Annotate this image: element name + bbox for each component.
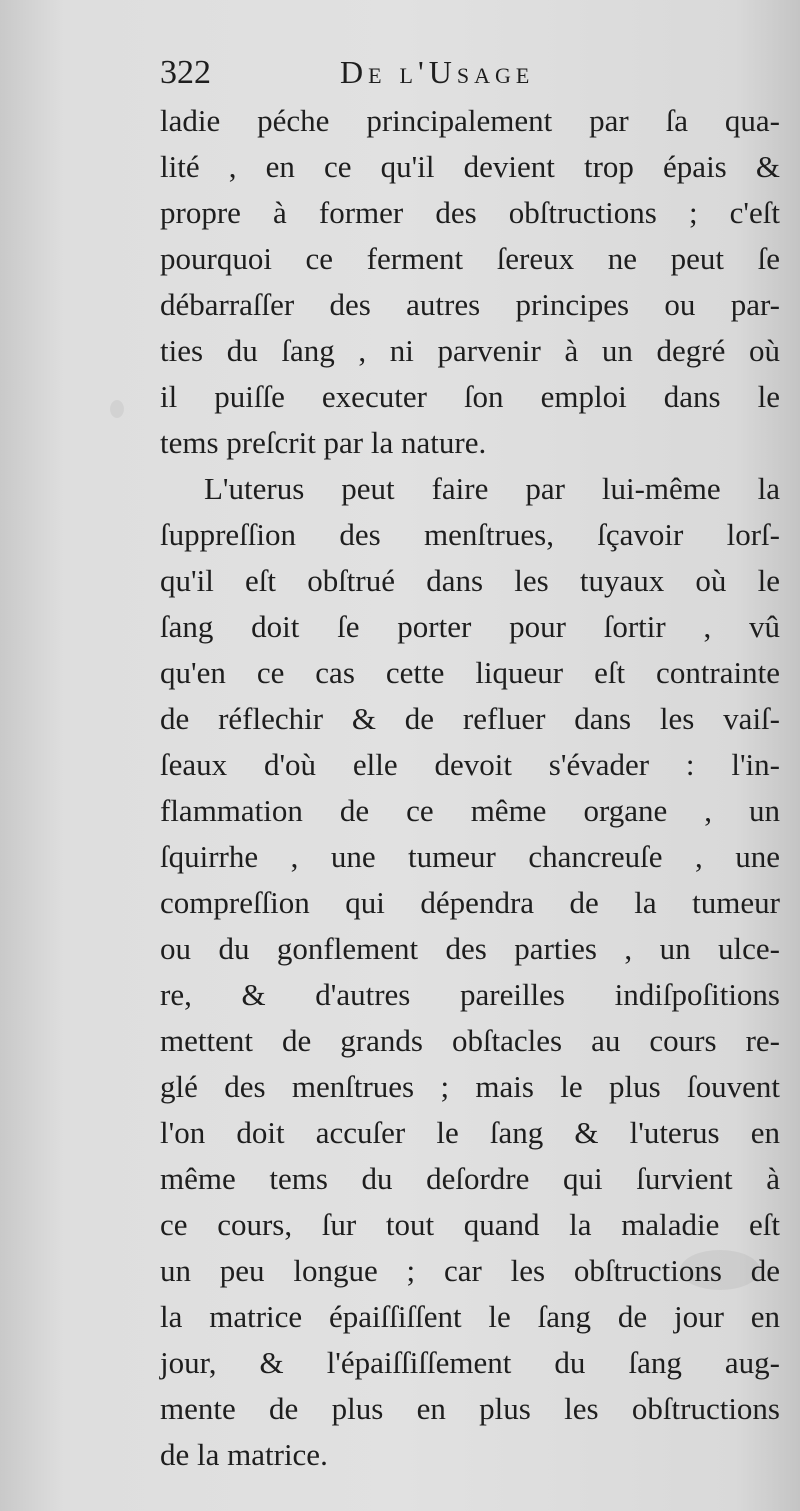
page-number: 322 — [160, 54, 211, 91]
text-line: de la matrice. — [160, 1437, 328, 1472]
text-line: ties du ſang , ni parvenir à un degré où — [160, 333, 780, 368]
text-line: tems preſcrit par la nature. — [160, 425, 487, 460]
text-line: jour, & l'épaiſſiſſement du ſang aug- — [160, 1345, 780, 1380]
paper-stain — [110, 400, 124, 418]
text-line: ſuppreſſion des menſtrues, ſçavoir lorſ- — [160, 517, 780, 552]
text-line: ce cours, ſur tout quand la maladie eſt — [160, 1207, 780, 1242]
text-line: mente de plus en plus les obſtructions — [160, 1391, 780, 1426]
text-line: glé des menſtrues ; mais le plus ſouvent — [160, 1069, 780, 1104]
text-line: de réflechir & de refluer dans les vaiſ- — [160, 701, 780, 736]
text-line: pourquoi ce ferment ſereux ne peut ſe — [160, 241, 780, 276]
text-line: L'uterus peut faire par lui-même la — [204, 471, 780, 506]
text-line: ſang doit ſe porter pour ſortir , vû — [160, 609, 780, 644]
text-line: flammation de ce même organe , un — [160, 793, 780, 828]
text-line: l'on doit accuſer le ſang & l'uterus en — [160, 1115, 780, 1150]
text-line: ſeaux d'où elle devoit s'évader : l'in- — [160, 747, 780, 782]
text-line: qu'il eſt obſtrué dans les tuyaux où le — [160, 563, 780, 598]
text-line: propre à former des obſtructions ; c'eſt — [160, 195, 780, 230]
text-line: un peu longue ; car les obſtructions de — [160, 1253, 780, 1288]
text-line: re, & d'autres pareilles indiſpoſitions — [160, 977, 780, 1012]
text-line: débarraſſer des autres principes ou par- — [160, 287, 780, 322]
running-head — [160, 54, 640, 98]
text-line: même tems du deſordre qui ſurvient à — [160, 1161, 780, 1196]
text-line: ou du gonflement des parties , un ulce- — [160, 931, 780, 966]
text-line: lité , en ce qu'il devient trop épais & — [160, 149, 780, 184]
text-line: compreſſion qui dépendra de la tumeur — [160, 885, 780, 920]
text-line: ladie péche principalement par ſa qua- — [160, 103, 780, 138]
text-line: qu'en ce cas cette liqueur eſt contrainte — [160, 655, 780, 690]
running-head-title: De l'Usage — [340, 54, 535, 90]
text-line: il puiſſe executer ſon emploi dans le — [160, 379, 780, 414]
text-line: mettent de grands obſtacles au cours re- — [160, 1023, 780, 1058]
text-line: ſquirrhe , une tumeur chancreuſe , une — [160, 839, 780, 874]
text-line: la matrice épaiſſiſſent le ſang de jour en — [160, 1299, 780, 1334]
body-text — [160, 98, 780, 1478]
